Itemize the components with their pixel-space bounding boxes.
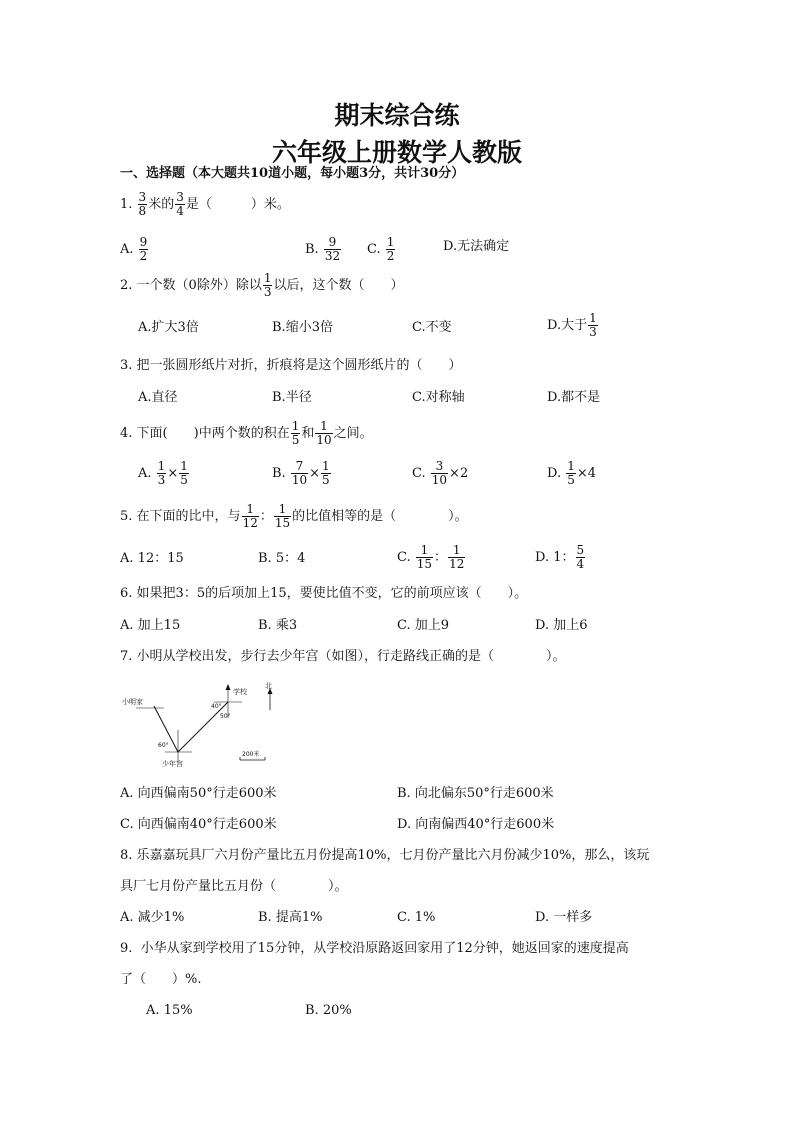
q8-option-a: A. 减少1% bbox=[120, 910, 185, 925]
route-map-diagram bbox=[120, 680, 290, 775]
q7-option-c: C. 向西偏南40°行走600米 bbox=[120, 817, 277, 832]
section-heading: 一、选择题（本大题共10道小题，每小题3分，共计30分） bbox=[120, 166, 465, 181]
palace-label: 少年宫 bbox=[162, 760, 183, 768]
fraction: $\frac{3}{8}$ bbox=[138, 190, 147, 218]
q4-option-c: C. $\frac{3}{10}$ ×2 bbox=[412, 459, 469, 487]
q8-option-c: C. 1% bbox=[397, 910, 436, 925]
q3-option-a: A.直径 bbox=[138, 390, 178, 405]
fraction: $\frac{3}{4}$ bbox=[176, 190, 184, 218]
angle-40-label: 40° bbox=[211, 703, 222, 710]
question-4: 4. 下面( )中两个数的积在 $\frac{1}{5}$ 和 $\frac{1}{10}$ 之间。 bbox=[120, 419, 373, 447]
q6-option-c: C. 加上9 bbox=[397, 618, 450, 633]
question-8: 8. 乐嘉嘉玩具厂六月份产量比五月份提高10%，七月份产量比六月份减少10%，那么，该玩 bbox=[120, 848, 650, 863]
q1-option-b: B. $\frac{9}{32}$ bbox=[305, 235, 341, 263]
q6-option-a: A. 加上15 bbox=[120, 618, 181, 633]
q4-option-d: D. $\frac{1}{5}$ ×4 bbox=[547, 459, 597, 487]
q4-option-b: B. $\frac{7}{10}$ × $\frac{1}{5}$ bbox=[272, 459, 330, 487]
page-title: 期末综合练 bbox=[334, 101, 460, 130]
angle-50-label: 50° bbox=[220, 713, 231, 720]
q8-option-d: D. 一样多 bbox=[535, 910, 593, 925]
north-label: 北 bbox=[265, 682, 272, 690]
q5-option-d: D. 1： $\frac{5}{4}$ bbox=[535, 543, 585, 571]
q6-option-b: B. 乘3 bbox=[258, 618, 298, 633]
question-6: 6. 如果把3：5的后项加上15，要使比值不变，它的前项应该（ ）。 bbox=[120, 586, 528, 601]
q5-option-c: C. $\frac{1}{15}$ ： $\frac{1}{12}$ bbox=[397, 543, 465, 571]
q6-option-d: D. 加上6 bbox=[535, 618, 588, 633]
q1-option-d: D.无法确定 bbox=[443, 239, 510, 254]
question-9: 9. 小华从家到学校用了15分钟，从学校沿原路返回家用了12分钟，她返回家的速度提高 bbox=[120, 941, 629, 956]
question-1: 1. $\frac{3}{8}$ 米的 $\frac{3}{4}$ 是（ ）米。 bbox=[120, 190, 290, 218]
page-subtitle: 六年级上册数学人教版 bbox=[271, 138, 522, 167]
q2-option-c: C.不变 bbox=[412, 320, 452, 335]
angle-60-label: 60° bbox=[158, 742, 169, 749]
home-label: 小明家 bbox=[122, 698, 143, 706]
q1-option-c: C. $\frac{1}{2}$ bbox=[367, 235, 395, 263]
q5-option-b: B. 5：4 bbox=[258, 551, 306, 566]
q8-option-b: B. 提高1% bbox=[258, 910, 323, 925]
q5-option-a: A. 12：15 bbox=[120, 551, 184, 566]
q2-option-b: B.缩小3倍 bbox=[272, 320, 333, 335]
question-2: 2. 一个数（0除外）除以 $\frac{1}{3}$ 以后，这个数（ ） bbox=[120, 271, 404, 299]
scale-label: 200米 bbox=[242, 751, 260, 758]
q1-option-a: A. $\frac{9}{2}$ bbox=[120, 235, 148, 263]
school-label: 学校 bbox=[233, 688, 247, 696]
q7-option-a: A. 向西偏南50°行走600米 bbox=[120, 786, 277, 801]
q2-option-a: A.扩大3倍 bbox=[138, 320, 199, 335]
q4-option-a: A. $\frac{1}{3}$ × $\frac{1}{5}$ bbox=[138, 459, 188, 487]
q3-option-d: D.都不是 bbox=[547, 390, 601, 405]
question-9-cont: 了（ ）%. bbox=[120, 972, 202, 987]
question-5: 5. 在下面的比中，与 $\frac{1}{12}$ ： $\frac{1}{15}$ 的比值相等的是（ ）。 bbox=[120, 502, 468, 530]
question-8-cont: 具厂七月份产量比五月份（ ）。 bbox=[120, 879, 348, 894]
q3-option-c: C.对称轴 bbox=[412, 390, 465, 405]
q2-option-d: D.大于 $\frac{1}{3}$ bbox=[547, 311, 597, 339]
question-3: 3. 把一张圆形纸片对折，折痕将是这个圆形纸片的（ ） bbox=[120, 358, 462, 373]
q9-option-b: B. 20% bbox=[305, 1003, 352, 1018]
q3-option-b: B.半径 bbox=[272, 390, 312, 405]
q7-option-b: B. 向北偏东50°行走600米 bbox=[397, 786, 554, 801]
q7-option-d: D. 向南偏西40°行走600米 bbox=[397, 817, 555, 832]
q9-option-a: A. 15% bbox=[146, 1003, 193, 1018]
question-7: 7. 小明从学校出发，步行去少年宫（如图），行走路线正确的是（ ）。 bbox=[120, 649, 566, 664]
